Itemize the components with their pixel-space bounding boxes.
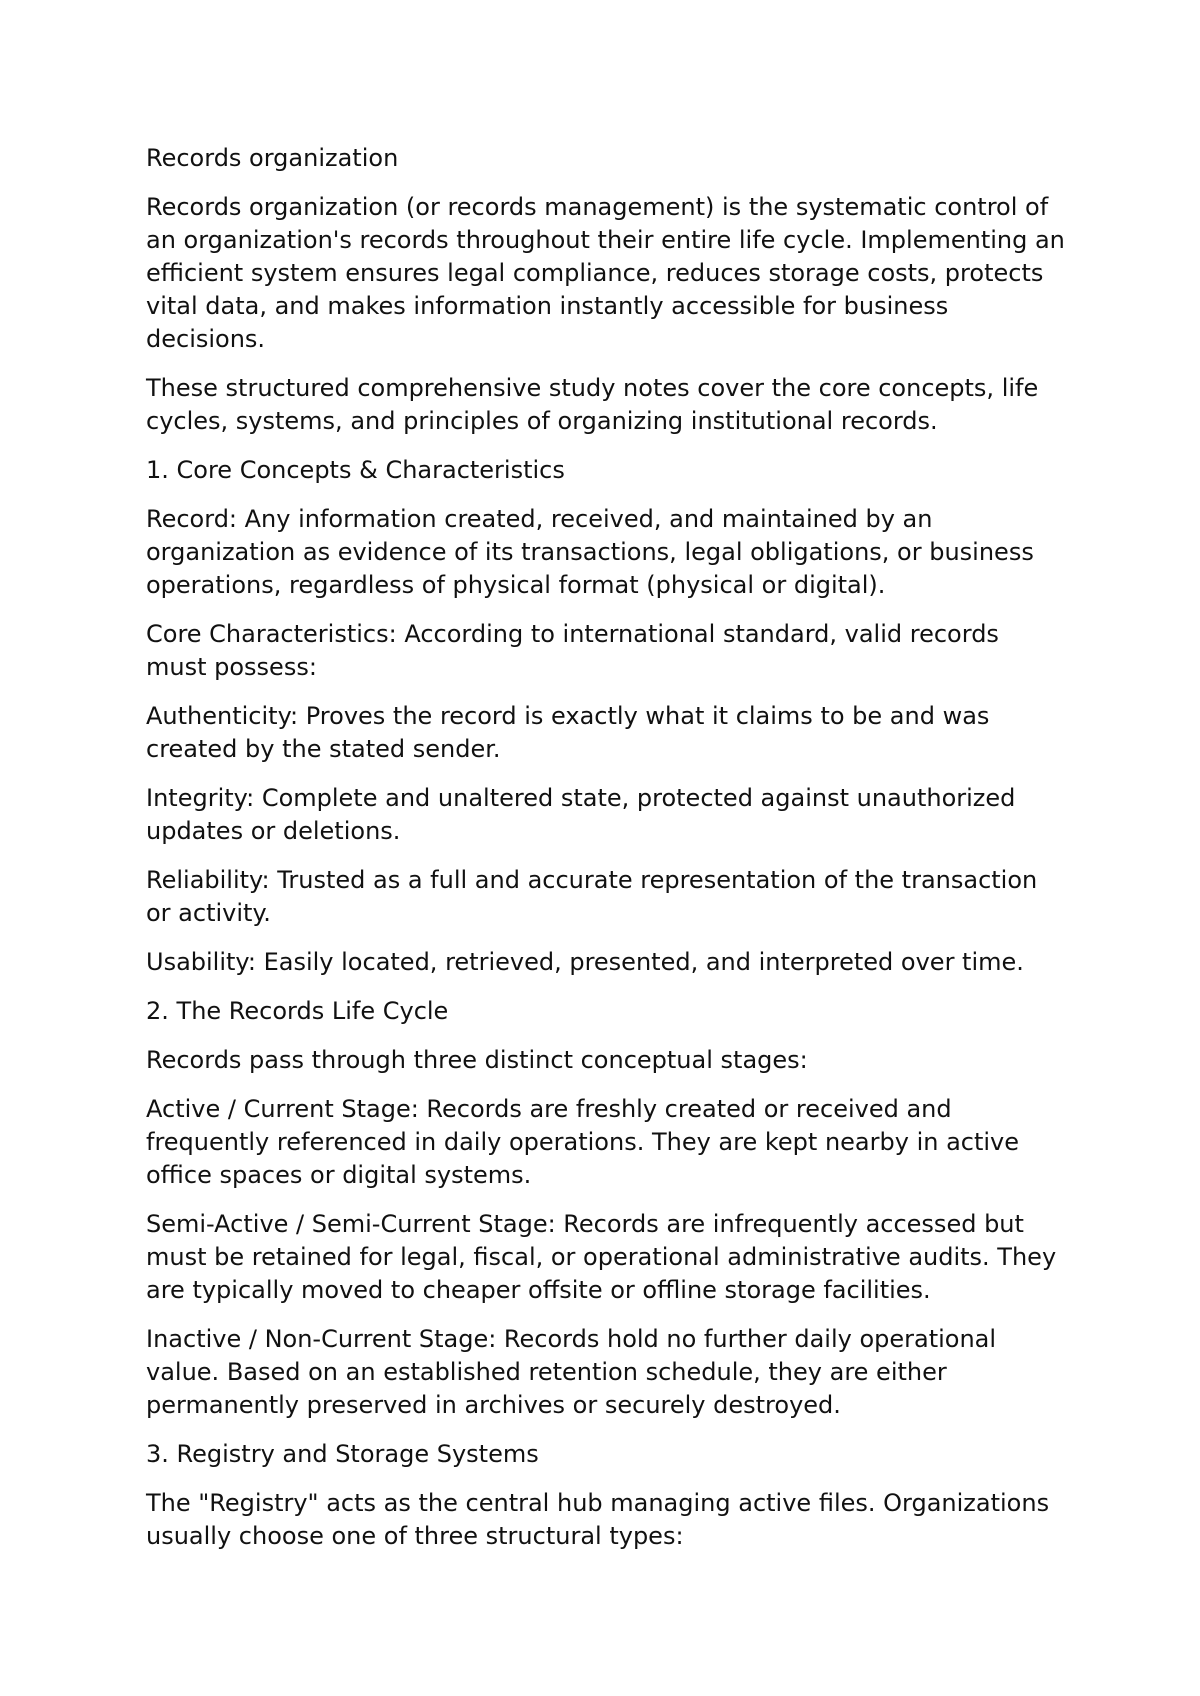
section-heading-life-cycle: 2. The Records Life Cycle bbox=[146, 997, 449, 1025]
semi-active-stage-paragraph: Semi-Active / Semi-Current Stage: Records are infrequently accessed but must be retained for legal, fiscal, or operational administrative audits. They are typically moved to cheaper offsite or offline storage facilities. bbox=[146, 1210, 1057, 1304]
intro-paragraph: Records organization (or records management) is the systematic control of an organization's records throughout their entire life cycle. Implementing an efficient system ensures legal compliance, reduces storage costs, protects vital data, and makes information instantly accessible for business decisions. bbox=[146, 193, 1065, 353]
study-notes-paragraph: These structured comprehensive study notes cover the core concepts, life cycles, systems, and principles of organizing institutional records. bbox=[146, 374, 1039, 435]
authenticity-paragraph: Authenticity: Proves the record is exactly what it claims to be and was created by the stated sender. bbox=[146, 702, 990, 763]
record-definition-paragraph: Record: Any information created, received, and maintained by an organization as evidence of its transactions, legal obligations, or business operations, regardless of physical format (physical or digital). bbox=[146, 505, 1034, 599]
section-heading-registry: 3. Registry and Storage Systems bbox=[146, 1440, 539, 1468]
usability-paragraph: Usability: Easily located, retrieved, presented, and interpreted over time. bbox=[146, 948, 1024, 976]
core-characteristics-paragraph: Core Characteristics: According to international standard, valid records must possess: bbox=[146, 620, 999, 681]
registry-paragraph: The "Registry" acts as the central hub managing active files. Organizations usually choose one of three structural types: bbox=[146, 1489, 1050, 1550]
inactive-stage-paragraph: Inactive / Non-Current Stage: Records hold no further daily operational value. Based on an established retention schedule, they are either permanently preserved in archives or securely destroyed. bbox=[146, 1325, 997, 1419]
reliability-paragraph: Reliability: Trusted as a full and accurate representation of the transaction or activity. bbox=[146, 866, 1038, 927]
section-heading-core-concepts: 1. Core Concepts & Characteristics bbox=[146, 456, 565, 484]
document-title: Records organization bbox=[146, 144, 399, 172]
stages-intro-paragraph: Records pass through three distinct conceptual stages: bbox=[146, 1046, 808, 1074]
active-stage-paragraph: Active / Current Stage: Records are freshly created or received and frequently referenced in daily operations. They are kept nearby in active office spaces or digital systems. bbox=[146, 1095, 1020, 1189]
document-body bbox=[146, 142, 1066, 1569]
integrity-paragraph: Integrity: Complete and unaltered state, protected against unauthorized updates or deletions. bbox=[146, 784, 1016, 845]
